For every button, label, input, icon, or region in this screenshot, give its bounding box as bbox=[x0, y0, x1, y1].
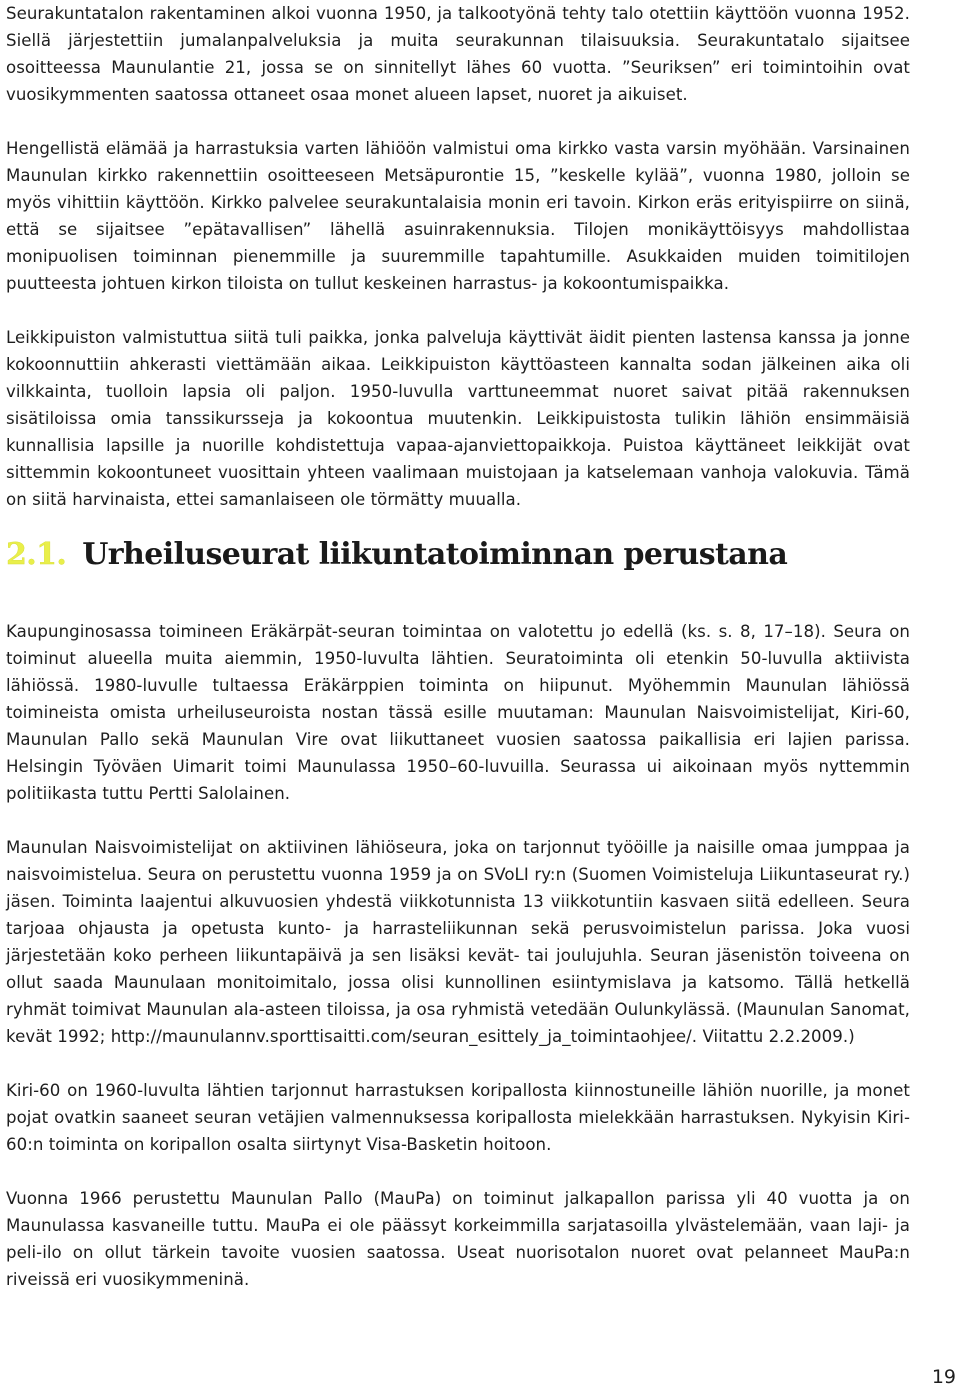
paragraph-gap bbox=[6, 297, 910, 324]
paragraph-erakarpat: Kaupunginosassa toimineen Eräkärpät-seuran toimintaa on valotettu jo edellä (ks. s. 8, 17–18). Seura on toiminut alueella muita aiemmin, 1950-luvulta lähtien. Seuratoiminta oli etenkin 50-luvulla aktiivista lähiössä. 1980-luvulle tultaessa Eräkärppien toiminta on hiipunut. Myöhemmin Maunulan lähiössä toimineista omista urheiluseuroista nostan tässä esille muutaman: Maunulan Naisvoimistelijat, Kiri-60, Maunulan Pallo sekä Maunulan Vire ovat liikuttaneet vuosien saatossa paikallisia eri lajien parissa. Helsingin Työväen Uimarit toimi Maunulassa 1950–60-luvuilla. Seurassa ui aikoinaan myös nyttemmin politiikasta tuttu Pertti Salolainen. bbox=[6, 622, 910, 803]
paragraph-seurakuntatalo: Seurakuntatalon rakentaminen alkoi vuonna 1950, ja talkootyönä tehty talo otettiin käyttöön vuonna 1952. Siellä järjestettiin jumalanpalveluksia ja muita seurakunnan tilaisuuksia. Seurakuntatalo sijaitsee osoitteessa Maunulantie 21, jossa se on sinnitellyt lähes 60 vuotta. ”Seuriksen” eri toimintoihin ovat vuosikymmenten saatossa ottaneet osaa monet alueen lapset, nuoret ja aikuiset. bbox=[6, 4, 910, 104]
paragraph-gap bbox=[6, 807, 910, 834]
paragraph-kirkko: Hengellistä elämää ja harrastuksia varten lähiöön valmistui oma kirkko vasta varsin myöhään. Varsinainen Maunulan kirkko rakennettiin osoitteeseen Metsäpurontie 15, ”keskelle kylää”, vuonna 1980, jolloin se myös vihittiin käyttöön. Kirkko palvelee seurakuntalaisia monin eri tavoin. Kirkon eräs erityispiirre on siinä, että se sijaitsee ”epätavallisen” lähellä asuinrakennuksia. Tilojen monikäyttöisyys mahdollistaa monipuolisen toiminnan pienemmille ja suuremmille tapahtumille. Asukkaiden muiden toimitilojen puutteesta johtuen kirkon tiloista on tullut keskeinen harrastus- ja kokoontumispaikka. bbox=[6, 139, 910, 293]
paragraph-naisvoimistelijat: Maunulan Naisvoimistelijat on aktiivinen lähiöseura, joka on tarjonnut työöille ja naisille omaa jumppaa ja naisvoimistelua. Seura on perustettu vuonna 1959 ja on SVoLI ry:n (Suomen Voimisteluja Liikuntaseurat ry.) jäsen. Toiminta laajentui alkuvuosien yhdestä viikkotunnista 13 viikkotuntiin kasvaen siitä edelleen. Seura tarjoaa ohjausta ja opetusta kunto- ja harrasteliikunnan sekä perusvoimistelun parissa. Joka vuosi järjestetään koko perheen liikuntapäivä ja sen lisäksi kevät- tai joulujuhla. Seuran jäsenistön toiveena on ollut saada Maunulaan monitoimitalo, jossa olisi kunnollinen esiintymislava ja katsomo. Tällä hetkellä ryhmät toimivat Maunulan ala-asteen tiloissa, ja osa ryhmistä vetedään Oulunkylässä. (Maunulan Sanomat, kevät 1992; http://maunulannv.sporttisaitti.com/seuran_esittely_ja_toimintaohjee/. Viitattu 2.2.2009.) bbox=[6, 838, 910, 1046]
section-heading bbox=[6, 513, 910, 583]
section-number: 2.1. bbox=[6, 537, 67, 572]
paragraph-kiri60: Kiri-60 on 1960-luvulta lähtien tarjonnut harrastuksen koripallosta kiinnostuneille lähiön nuorille, ja monet pojat ovatkin saaneet seuran vetäjien valmennuksessa koripallosta mielekkään harrastuksen. Nykyisin Kiri-60:n toiminta on koripallon osalta siirtynyt Visa-Basketin hoitoon. bbox=[6, 1081, 910, 1154]
paragraph-maupa: Vuonna 1966 perustettu Maunulan Pallo (MauPa) on toiminut jalkapallon parissa yli 40 vuotta ja on Maunulassa kasvaneille tuttu. MauPa ei ole päässyt korkeimmilla sarjatasoilla ylvästelemään, vaan laji- ja peli-ilo on ollut tärkein tavoite vuosien saatossa. Useat nuorisotalon nuoret ovat pelanneet MauPa:n riveissä eri vuosikymmeninä. bbox=[6, 1189, 910, 1289]
paragraph-gap bbox=[6, 1158, 910, 1185]
paragraph-leikkipuisto: Leikkipuiston valmistuttua siitä tuli paikka, jonka palveluja käyttivät äidit pienten lastensa kanssa ja jonne kokoonnuttiin ahkerasti viettämään aikaa. Leikkipuiston käyttöasteen kannalta sodan jälkeinen aika oli vilkkainta, tuolloin lapsia oli paljon. 1950-luvulla varttuneemmat nuoret saivat pitää rakennuksen sisätiloissa omia tanssikursseja ja kokoontua muutenkin. Leikkipuistosta tulikin lähiön ensimmäisiä kunnallisia lapsille ja nuorille kohdistettuja vapaa-ajanviettopaikkoja. Puistoa käyttäneet leikkijät ovat sittemmin kokoontuneet vuosittain yhteen vaalimaan muistojaan ja katselemaan vanhoja valokuvia. Tämä on siitä harvinaista, ettei samanlaiseen ole törmätty muualla. bbox=[6, 328, 910, 509]
paragraph-gap bbox=[6, 108, 910, 135]
section-title: Urheiluseurat liikuntatoiminnan perustana bbox=[82, 537, 788, 572]
heading-gap bbox=[6, 583, 910, 618]
document-page bbox=[6, 0, 910, 1293]
page-number: 19 bbox=[931, 1366, 956, 1388]
paragraph-gap bbox=[6, 1050, 910, 1077]
